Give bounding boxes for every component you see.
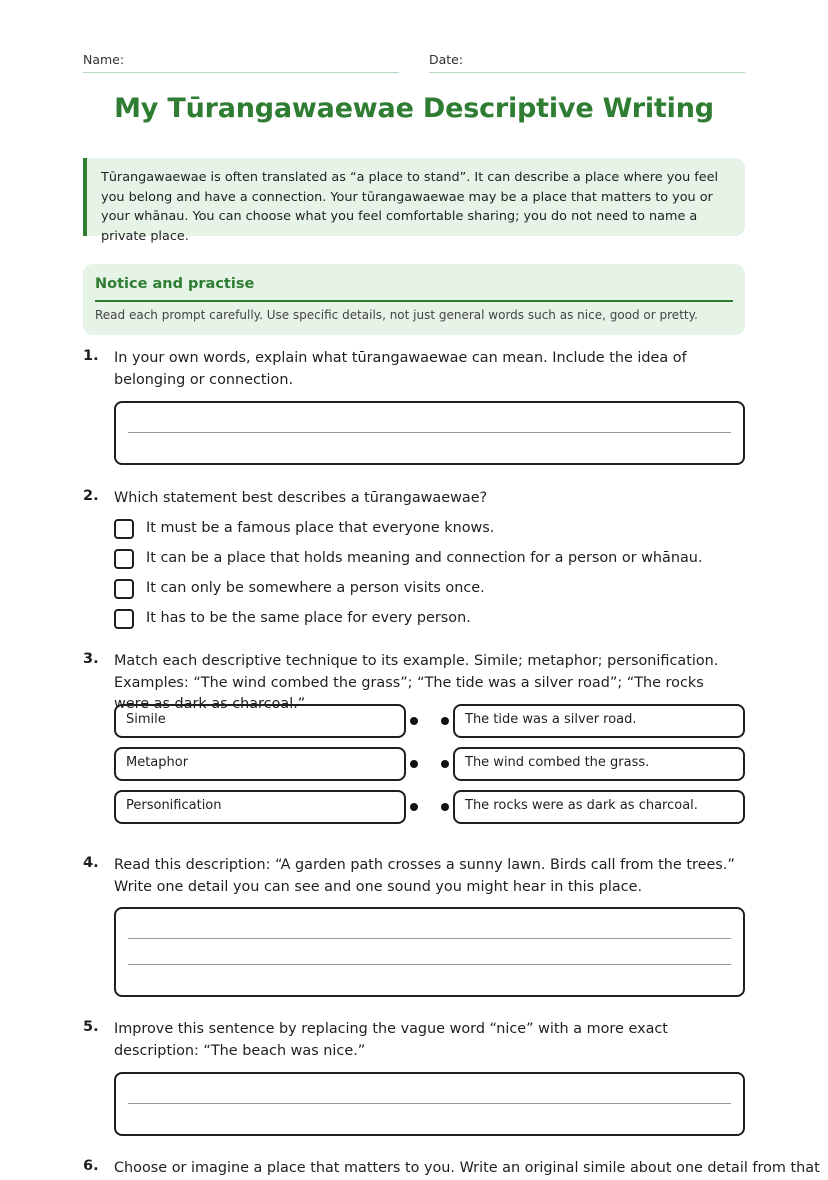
match-example[interactable]: The rocks were as dark as charcoal. [453, 790, 745, 824]
match-example[interactable]: The wind combed the grass. [453, 747, 745, 781]
match-dot[interactable] [441, 803, 449, 811]
question-text: Read this description: “A garden path crosses a sunny lawn. Birds call from the trees.” Write one detail you can see and one sound you might hear in this place. [114, 857, 735, 895]
match-term-simile[interactable]: Simile [114, 704, 406, 738]
match-dot[interactable] [410, 803, 418, 811]
match-dot[interactable] [410, 717, 418, 725]
question-number: 2. [83, 488, 99, 504]
notice-panel [83, 264, 745, 335]
page-title: My Tūrangawaewae Descriptive Writing [114, 93, 714, 124]
intro-callout: Tūrangawaewae is often translated as “a place to stand”. It can describe a place where you feel you belong and have a connection. Your tūrangawaewae may be a place that matters to you or your whānau. You can choose what you feel comfortable sharing; you do not need to name a private place. [83, 158, 745, 236]
question-text: In your own words, explain what tūrangawaewae can mean. Include the idea of belonging or connection. [114, 350, 687, 388]
notice-text: Read each prompt carefully. Use specific details, not just general words such as nice, good or pretty. [95, 308, 698, 322]
question-text: Which statement best describes a tūrangawaewae? [114, 490, 488, 506]
match-example[interactable]: The tide was a silver road. [453, 704, 745, 738]
name-date-row [83, 52, 745, 74]
answer-line [128, 964, 731, 965]
option-label: It can be a place that holds meaning and connection for a person or whānau. [146, 550, 703, 566]
option-label: It must be a famous place that everyone knows. [146, 520, 495, 536]
answer-box[interactable] [114, 401, 745, 465]
checkbox[interactable] [114, 519, 134, 539]
option-label: It has to be the same place for every person. [146, 610, 471, 626]
notice-title: Notice and practise [95, 274, 733, 302]
question-number: 6. [83, 1158, 99, 1174]
match-dot[interactable] [441, 760, 449, 768]
checkbox[interactable] [114, 609, 134, 629]
question-number: 1. [83, 348, 99, 364]
match-term-personification[interactable]: Personification [114, 790, 406, 824]
option-label: It can only be somewhere a person visits once. [146, 580, 485, 596]
question-text: Match each descriptive technique to its example. Simile; metaphor; personification. Examples: “The wind combed the grass”; “The tide was a silver road”; “The rocks were as dark as charcoal.” [114, 653, 719, 712]
answer-line [128, 1103, 731, 1104]
name-field[interactable]: Name: [83, 52, 399, 73]
answer-box[interactable] [114, 907, 745, 997]
question-number: 3. [83, 651, 99, 667]
match-dot[interactable] [410, 760, 418, 768]
question-number: 5. [83, 1019, 99, 1035]
question-text: Improve this sentence by replacing the vague word “nice” with a more exact description: “The beach was nice.” [114, 1021, 668, 1059]
answer-line [128, 432, 731, 433]
answer-box[interactable] [114, 1072, 745, 1136]
question-number: 4. [83, 855, 99, 871]
match-term-metaphor[interactable]: Metaphor [114, 747, 406, 781]
match-dot[interactable] [441, 717, 449, 725]
checkbox[interactable] [114, 579, 134, 599]
question-text: Choose or imagine a place that matters to you. Write an original simile about one detail from that [114, 1160, 820, 1176]
answer-line [128, 938, 731, 939]
date-field[interactable]: Date: [429, 52, 745, 73]
checkbox[interactable] [114, 549, 134, 569]
